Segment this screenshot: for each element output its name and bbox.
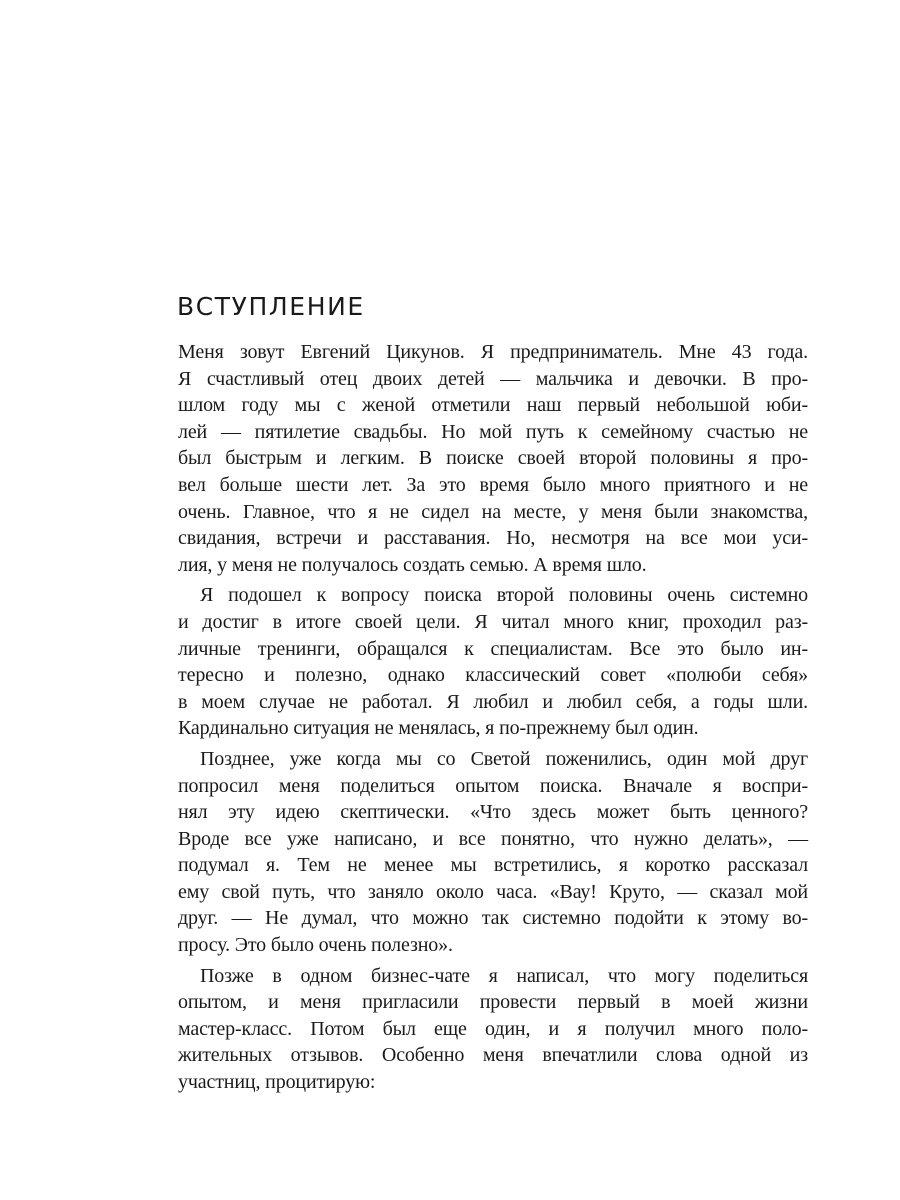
text-line: нял эту идею скептически. «Что здесь может быть ценного? (178, 801, 808, 824)
chapter-heading: ВСТУПЛЕНИЕ (177, 292, 365, 321)
text-line: лия, у меня не получалось создать семью. А время шло. (178, 553, 647, 576)
text-line: участниц, процитирую: (178, 1071, 376, 1094)
text-line: вел больше шести лет. За это время было много приятного и не (178, 473, 808, 496)
text-line: Позже в одном бизнес-чате я написал, что могу поделиться (200, 964, 808, 987)
text-line: опытом, и меня пригласили провести первый в моей жизни (178, 991, 808, 1014)
text-line: друг. — Не думал, что можно так системно подойти к этому во- (178, 907, 808, 930)
text-line: шлом году мы с женой отметили наш первый небольшой юби- (178, 394, 808, 417)
text-line: ему свой путь, что заняло около часа. «Вау! Круто, — сказал мой (178, 880, 808, 903)
text-line: попросил меня поделиться опытом поиска. Вначале я воспри- (178, 774, 808, 797)
text-line: просу. Это было очень полезно». (178, 934, 453, 957)
chapter-body (178, 339, 808, 1100)
text-line: Я счастливый отец двоих детей — мальчика и девочки. В про- (178, 367, 808, 390)
paragraph (178, 963, 808, 1096)
text-line: Вроде все уже написано, и все понятно, что нужно делать», — (178, 827, 808, 850)
text-line: Кардинально ситуация не менялась, я по-прежнему был один. (178, 717, 699, 740)
text-line: подумал я. Тем не менее мы встретились, я коротко рассказал (178, 854, 808, 877)
text-line: свидания, встречи и расставания. Но, несмотря на все мои уси- (178, 527, 808, 550)
text-line: Я подошел к вопросу поиска второй половины очень системно (200, 584, 808, 607)
text-line: очень. Главное, что я не сидел на месте, у меня были знакомства, (178, 500, 808, 523)
paragraph (178, 582, 808, 742)
text-line: жительных отзывов. Особенно меня впечатлили слова одной из (178, 1044, 808, 1067)
paragraph (178, 339, 808, 578)
text-line: в моем случае не работал. Я любил и любил себя, а годы шли. (178, 690, 808, 713)
text-line: был быстрым и легким. В поиске своей второй половины я про- (178, 447, 808, 470)
text-line: личные тренинги, обращался к специалистам. Все это было ин- (178, 637, 808, 660)
text-line: и достиг в итоге своей цели. Я читал много книг, проходил раз- (178, 610, 808, 633)
text-line: Позднее, уже когда мы со Светой поженились, один мой друг (200, 747, 808, 770)
text-line: тересно и полезно, однако классический совет «полюби себя» (178, 664, 808, 687)
text-line: лей — пятилетие свадьбы. Но мой путь к семейному счастью не (178, 420, 808, 443)
text-line: мастер-класс. Потом был еще один, и я получил много поло- (178, 1017, 808, 1040)
paragraph (178, 746, 808, 959)
text-line: Меня зовут Евгений Цикунов. Я предприниматель. Мне 43 года. (178, 341, 808, 363)
